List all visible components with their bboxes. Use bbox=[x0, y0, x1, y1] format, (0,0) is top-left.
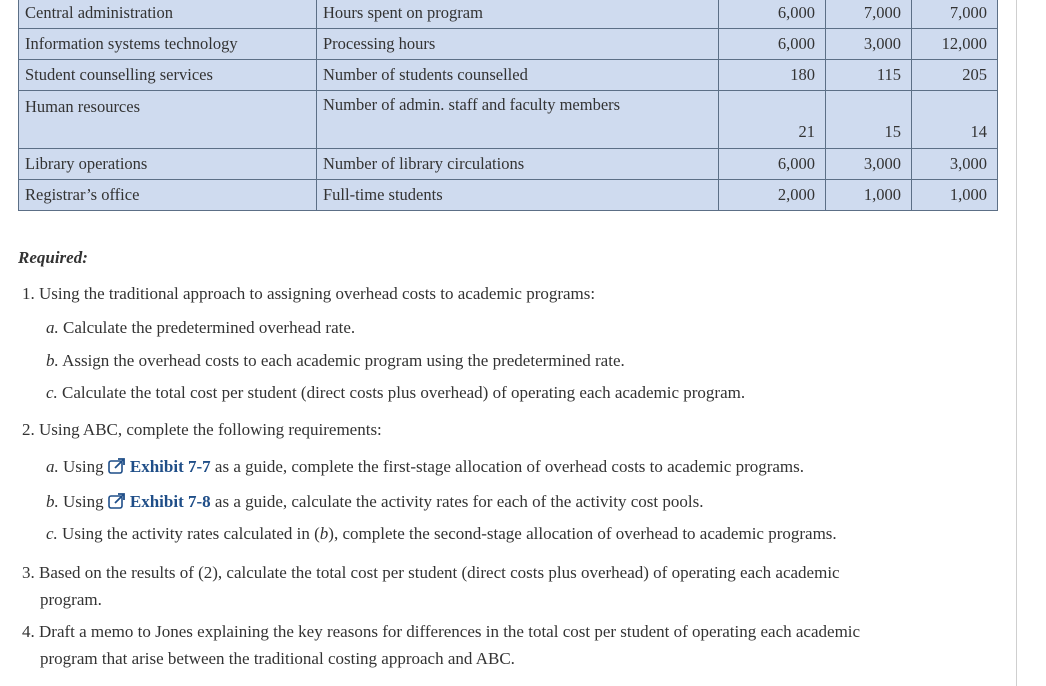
table-row bbox=[19, 60, 998, 91]
value-cell: 15 bbox=[826, 91, 912, 149]
activity-cell: Human resources bbox=[19, 91, 317, 149]
driver-cell: Processing hours bbox=[317, 29, 719, 60]
value-cell: 3,000 bbox=[912, 149, 998, 180]
requirement-text: as a guide, calculate the activity rates for each of the activity cost pools. bbox=[214, 492, 704, 511]
table-row bbox=[19, 0, 998, 29]
value-cell: 14 bbox=[912, 91, 998, 149]
requirement-1b bbox=[46, 351, 625, 371]
requirement-2: 2. Using ABC, complete the following requirements: bbox=[22, 420, 382, 439]
table-row bbox=[19, 29, 998, 60]
table-row bbox=[19, 91, 998, 149]
value-cell: 7,000 bbox=[912, 0, 998, 29]
sub-letter: b. bbox=[46, 351, 59, 370]
requirement-4-line-2: program that arise between the traditional costing approach and ABC. bbox=[40, 649, 515, 668]
driver-cell: Number of admin. staff and faculty members bbox=[317, 91, 719, 149]
external-link-icon[interactable] bbox=[108, 493, 126, 514]
value-cell: 205 bbox=[912, 60, 998, 91]
external-link-icon[interactable] bbox=[108, 458, 126, 479]
value-cell: 6,000 bbox=[719, 29, 826, 60]
requirement-text: ), complete the second-stage allocation of overhead to academic programs. bbox=[328, 524, 837, 543]
activity-driver-table bbox=[18, 0, 998, 211]
table-row bbox=[19, 180, 998, 211]
activity-cell: Library operations bbox=[19, 149, 317, 180]
requirement-1c bbox=[46, 383, 745, 403]
driver-cell: Number of students counselled bbox=[317, 60, 719, 91]
value-cell: 1,000 bbox=[826, 180, 912, 211]
requirement-2c bbox=[46, 524, 837, 544]
requirement-4-line-1: 4. Draft a memo to Jones explaining the key reasons for differences in the total cost per student of operating each academic bbox=[22, 622, 861, 641]
activity-cell: Information systems technology bbox=[19, 29, 317, 60]
requirement-text: Using bbox=[63, 492, 104, 511]
sub-letter: c. bbox=[46, 524, 58, 543]
sub-letter: a. bbox=[46, 318, 59, 337]
requirement-1: 1. Using the traditional approach to assigning overhead costs to academic programs: bbox=[22, 284, 596, 303]
value-cell: 7,000 bbox=[826, 0, 912, 29]
exhibit-7-7-link[interactable]: Exhibit 7-7 bbox=[129, 457, 211, 476]
activity-cell: Registrar’s office bbox=[19, 180, 317, 211]
requirement-ref: b bbox=[319, 524, 329, 543]
requirement-text: Using the activity rates calculated in ( bbox=[62, 524, 320, 543]
sub-letter: c. bbox=[46, 383, 58, 402]
value-cell: 21 bbox=[719, 91, 826, 149]
value-cell: 6,000 bbox=[719, 0, 826, 29]
requirement-text: Assign the overhead costs to each academic program using the predetermined rate. bbox=[62, 351, 625, 370]
value-cell: 3,000 bbox=[826, 149, 912, 180]
value-cell: 12,000 bbox=[912, 29, 998, 60]
requirement-3-line-1: 3. Based on the results of (2), calculate the total cost per student (direct costs plus overhead) of operating each academic bbox=[22, 563, 840, 582]
driver-cell: Hours spent on program bbox=[317, 0, 719, 29]
requirement-text: Calculate the predetermined overhead rate. bbox=[63, 318, 356, 337]
value-cell: 180 bbox=[719, 60, 826, 91]
value-cell: 6,000 bbox=[719, 149, 826, 180]
value-cell: 1,000 bbox=[912, 180, 998, 211]
activity-cell: Student counselling services bbox=[19, 60, 317, 91]
driver-cell: Full-time students bbox=[317, 180, 719, 211]
page-right-rule bbox=[1016, 0, 1017, 686]
value-cell: 115 bbox=[826, 60, 912, 91]
sub-letter: b. bbox=[46, 492, 59, 511]
requirement-2a bbox=[46, 457, 804, 479]
activity-cell: Central administration bbox=[19, 0, 317, 29]
requirement-text: as a guide, complete the first-stage allocation of overhead costs to academic programs. bbox=[214, 457, 805, 476]
table-row bbox=[19, 149, 998, 180]
driver-cell: Number of library circulations bbox=[317, 149, 719, 180]
value-cell: 2,000 bbox=[719, 180, 826, 211]
required-heading: Required: bbox=[18, 248, 88, 267]
value-cell: 3,000 bbox=[826, 29, 912, 60]
requirement-3-line-2: program. bbox=[40, 590, 102, 609]
requirement-text: Using bbox=[63, 457, 104, 476]
exhibit-7-8-link[interactable]: Exhibit 7-8 bbox=[129, 492, 211, 511]
requirement-1a bbox=[46, 318, 355, 338]
requirement-text: Calculate the total cost per student (direct costs plus overhead) of operating each academic program. bbox=[62, 383, 746, 402]
requirement-2b bbox=[46, 492, 703, 514]
sub-letter: a. bbox=[46, 457, 59, 476]
